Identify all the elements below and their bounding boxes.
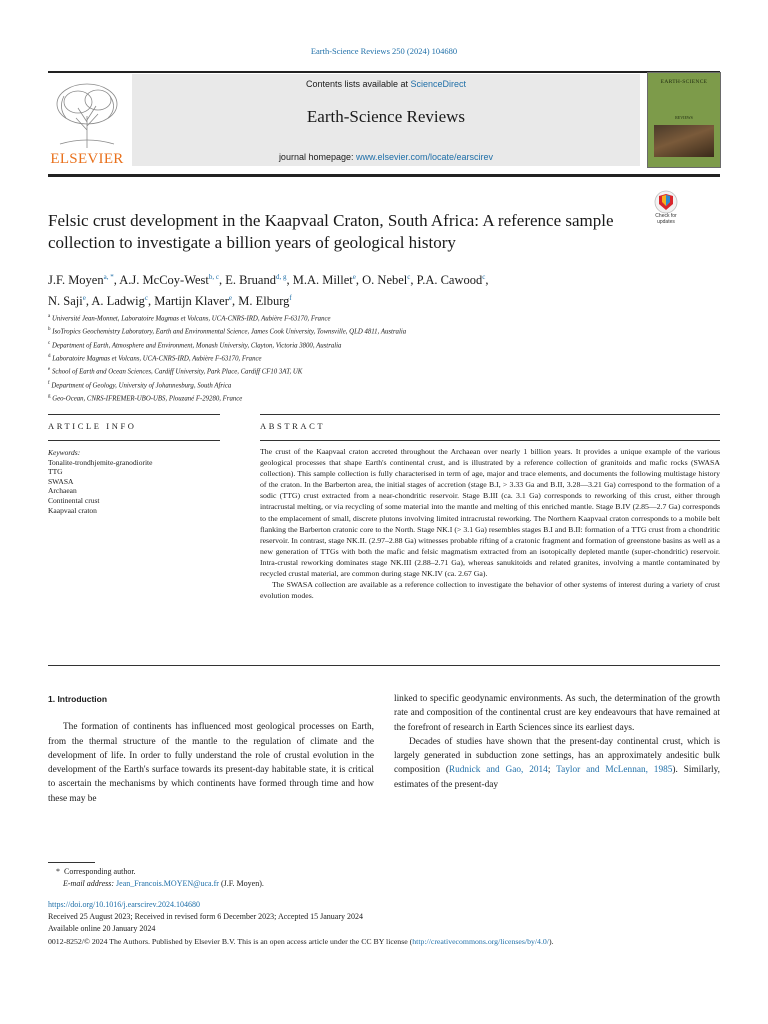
author-affiliation-marker[interactable]: e: [228, 294, 232, 303]
affiliation-key: b: [48, 327, 51, 333]
author-separator: ,: [410, 273, 417, 288]
author-separator: ,: [113, 273, 120, 288]
abstract-rule: [260, 440, 720, 441]
homepage-line: [132, 152, 640, 162]
citation-taylor-mclennan[interactable]: Taylor and McLennan, 1985: [556, 765, 673, 776]
author-separator: ,: [219, 273, 226, 288]
header-top-rule: [48, 71, 720, 73]
affiliation-key: c: [48, 340, 51, 346]
affiliation-text: School of Earth and Ocean Sciences, Cardiff University, Park Place, Cardiff CF10 3AT, UK: [51, 368, 303, 376]
keyword-item: TTG: [48, 467, 63, 477]
affiliation-item: [48, 351, 708, 364]
cover-image: [654, 125, 714, 157]
sciencedirect-link[interactable]: ScienceDirect: [410, 79, 467, 89]
affiliation-key: g: [48, 394, 51, 400]
affiliation-text: Laboratoire Magmas et Volcans, UCA-CNRS-IRD, Aubière F-63170, France: [52, 355, 262, 363]
author-name: A. Ladwig: [91, 294, 145, 309]
author-list: [48, 268, 708, 310]
affiliation-key: e: [48, 367, 51, 373]
author-affiliation-marker[interactable]: e: [352, 273, 356, 281]
author-name: M. Elburg: [238, 294, 290, 309]
authors-line-1: [48, 268, 708, 289]
abstract-top-rule: [260, 414, 720, 415]
author-affiliation-marker[interactable]: c: [144, 294, 148, 303]
intro-paragraph-continued: linked to specific geodynamic environments. As such, the determination of the growth rate and composition of the continental crust are key endeavours that have remained at the forefront of research in Earth Sciences since its earliest days.: [394, 694, 720, 733]
author-separator: ,: [485, 273, 489, 288]
email-suffix: (J.F. Moyen).: [218, 879, 264, 888]
email-label: E-mail address:: [63, 879, 117, 888]
author-separator: ,: [85, 294, 92, 309]
article-title: Felsic crust development in the Kaapvaal Craton, South Africa: A reference sample collection to investigate a billion years of geological history: [48, 211, 614, 252]
affiliation-key: d: [48, 354, 51, 360]
affiliation-text: Université Jean-Monnet, Laboratoire Magmas et Volcans, UCA-CNRS-IRD, Aubière F-63170, France: [51, 315, 331, 323]
affiliation-key: a: [48, 314, 51, 319]
author-affiliation-marker[interactable]: b, c: [208, 273, 220, 281]
affiliation-key: f: [48, 380, 50, 386]
elsevier-tree-logo: [48, 78, 126, 150]
author-separator: ,: [355, 273, 363, 288]
homepage-link[interactable]: www.elsevier.com/locate/earscirev: [356, 152, 494, 162]
keywords-label: Keywords:: [48, 448, 81, 457]
affiliation-list: [48, 311, 708, 405]
cover-subtitle: REVIEWS: [675, 115, 693, 120]
affiliation-item: [48, 391, 708, 404]
email-note: [63, 878, 713, 890]
keyword-item: Continental crust: [48, 495, 100, 505]
abstract-text: [260, 446, 720, 601]
author-affiliation-marker[interactable]: a, *: [103, 273, 114, 281]
body-left-column: [48, 692, 374, 806]
author-name: J.F. Moyen: [48, 273, 104, 288]
keyword-item: Tonalite-trondhjemite-granodiorite: [48, 457, 153, 467]
author-affiliation-marker[interactable]: c: [407, 273, 411, 281]
check-for-updates-badge[interactable]: [647, 190, 685, 230]
cover-title: EARTH-SCIENCE: [660, 79, 708, 85]
license-line: [48, 936, 728, 948]
elsevier-wordmark: ELSEVIER: [50, 151, 124, 167]
keywords-list: [48, 458, 220, 516]
author-name: O. Nebel: [362, 273, 408, 288]
affiliation-item: [48, 378, 708, 391]
intro-paragraph-1: The formation of continents has influenced most geological processes on Earth, from the thermal structure of the mantle to the regulation of climate and the development of life. In order to fully understand the role of crustal evolution in the development of the Earth's surface towards its present-day habitable state, it is critical to ascertain the mechanisms by which continents have formed through time and how these may be: [48, 722, 374, 804]
check-updates-icon: [647, 190, 685, 214]
affiliation-text: Department of Geology, University of Johannesburg, South Africa: [51, 382, 232, 390]
license-suffix: ).: [548, 937, 554, 946]
author-separator: ,: [147, 294, 155, 309]
contents-line: [132, 79, 640, 89]
article-info-top-rule: [48, 414, 220, 415]
intro-paragraph-2: [394, 735, 720, 792]
author-name: N. Saji: [48, 294, 83, 309]
affiliation-text: Geo-Ocean, CNRS-IFREMER-UBO-UBS, Plouzané F-29280, France: [52, 395, 243, 403]
corresponding-mark: *: [56, 867, 60, 876]
affiliation-item: [48, 338, 708, 351]
check-updates-line2: updates: [657, 218, 675, 225]
check-updates-line1: Check for: [655, 213, 677, 219]
authors-line-2: [48, 289, 708, 310]
corresponding-author-note: [56, 866, 716, 878]
author-name: E. Bruand: [225, 273, 276, 288]
p2-text-b: ;: [547, 765, 557, 776]
p2-text-c: ). Similarly, estimates of the present-day: [394, 765, 721, 790]
author-affiliation-marker[interactable]: d, g: [275, 273, 287, 281]
header-bottom-rule: [48, 174, 720, 177]
author-affiliation-marker[interactable]: e: [82, 294, 86, 303]
corresponding-text: Corresponding author.: [64, 867, 136, 876]
author-affiliation-marker[interactable]: c: [482, 273, 486, 281]
affiliation-item: [48, 324, 708, 337]
affiliation-item: [48, 311, 708, 324]
article-info-rule: [48, 440, 220, 441]
abstract-heading: ABSTRACT: [260, 421, 326, 431]
affiliation-text: IsoTropics Geochemistry Laboratory, Earth and Environmental Science, James Cook University, Townsville, QLD 4811, Australia: [52, 328, 407, 336]
license-link[interactable]: http://creativecommons.org/licenses/by/4.0/: [412, 937, 549, 946]
author-name: Martijn Klaver: [154, 294, 229, 309]
affiliation-item: [48, 364, 708, 377]
keyword-item: Archaean: [48, 486, 77, 496]
doi-link[interactable]: https://doi.org/10.1016/j.earscirev.2024.104680: [48, 900, 200, 909]
body-right-column: [394, 692, 720, 792]
keywords-block: [48, 448, 220, 515]
author-separator: ,: [231, 294, 239, 309]
running-header[interactable]: Earth-Science Reviews 250 (2024) 104680: [310, 46, 458, 56]
keyword-item: SWASA: [48, 476, 74, 486]
abstract-bottom-rule: [48, 665, 720, 666]
author-name: M.A. Millet: [292, 273, 353, 288]
keyword-item: Kaapvaal craton: [48, 505, 97, 515]
abstract-paragraph-2: The SWASA collection are available as a reference collection to investigate the behavior of other systems of interest during a variety of crust evolution modes.: [260, 580, 720, 601]
email-link[interactable]: Jean_Francois.MOYEN@uca.fr: [116, 879, 219, 888]
affiliation-text: Department of Earth, Atmosphere and Environment, Monash University, Clayton, Victoria 3800, Australia: [51, 341, 342, 349]
received-dates: Received 25 August 2023; Received in revised form 6 December 2023; Accepted 15 January 2024: [48, 912, 364, 921]
section-title-introduction: 1. Introduction: [48, 694, 108, 704]
author-name: P.A. Cawood: [416, 273, 483, 288]
author-separator: ,: [286, 273, 293, 288]
contents-prefix: Contents lists available at: [305, 79, 411, 89]
abstract-paragraph-1: The crust of the Kaapvaal craton accreted throughout the Archaean over nearly 1 billion years. It provides a unique example of the various geological processes that shape Earth's continental crust, and is illustrated by a reference collection of granitoids and mafic rocks (SWASA collection). This sample collection is fully characterised in term of age, major and trace elements, and documents the following multistage history of the craton. In the Barberton area, the initial stages of accretion (stage B.I, > 3.33 Ga and B.II, 3.28—3.21 Ga) correspond to the formation of a sodic (TTG) crust extracted from a near-chondritic reservoir. Stage B.III (ca. 3.1 Ga) corresponds to reworking of this crust, either through intracrustal melting, or via recycling of some material into the mantle and melting of this enriched mantle. Stage B.IV (2.85—2.7 Ga) corresponds to the emplacement of small, discrete plutons involving limited intracrustal reworking. The Northern Kaapvaal craton corresponds to a mobile belt flanking the Barberton cratonic core to the North. Stage NK.I (> 3.1 Ga) resembles stages B.I and B.II: formation of a TTG crust from a chondritic reservoir. In contrast, stage NK.II. (2.97–2.88 Ga) witnesses probable rifting of a cratonic fragment and formation of greenstone basins as well as a new generation of TTGs with both the mafic and felsic magmatism extracted from an isotopically depleted mantle (super-chondritic) reservoir. Intra-crustal reworking dominates stage NK.III (2.88–2.71 Ga), whereas sanukitoids and related granites, involving a mantle contaminated by recycled crustal material, are common during stage NK.IV (ca. 2.67 Ga).: [260, 447, 720, 579]
citation-rudnick-gao[interactable]: Rudnick and Gao, 2014: [448, 765, 548, 776]
license-prefix: 0012-8252/© 2024 The Authors. Published by Elsevier B.V. This is an open access article under the CC BY license (: [48, 937, 413, 946]
author-affiliation-marker[interactable]: f: [289, 294, 292, 303]
footnote-rule: [48, 862, 95, 863]
p2-text-a: Decades of studies have shown that the present-day continental crust, which is largely generated in subduction zone settings, has an approximately andesitic bulk composition (: [394, 736, 720, 776]
article-info-heading: ARTICLE INFO: [48, 421, 137, 431]
author-name: A.J. McCoy-West: [119, 273, 209, 288]
online-date: Available online 20 January 2024: [48, 924, 156, 933]
homepage-label: journal homepage:: [278, 152, 356, 162]
journal-name: Earth-Science Reviews: [306, 107, 466, 126]
journal-cover: [647, 72, 721, 168]
